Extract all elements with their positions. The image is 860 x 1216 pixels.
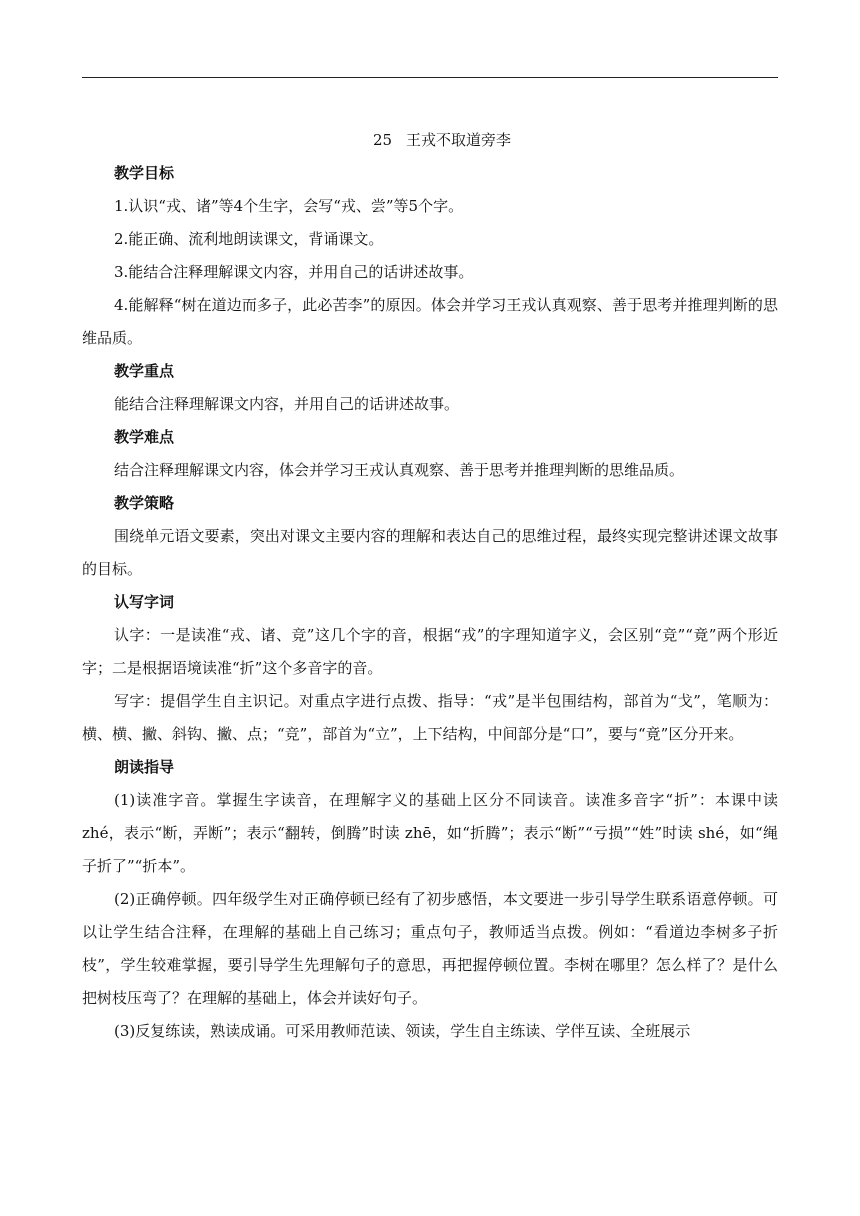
section-heading-reading: 朗读指导 xyxy=(114,758,175,776)
goal-item-2: 2.能正确、流利地朗读课文，背诵课文。 xyxy=(114,230,384,248)
strategy-text: 围绕单元语文要素，突出对课文主要内容的理解和表达自己的思维过程，最终实现完整讲述课文故事的目标。 xyxy=(82,527,778,578)
goal-item-4: 4.能解释“树在道边而多子，此必苦李”的原因。体会并学习王戎认真观察、善于思考并推理判断的思维品质。 xyxy=(82,296,778,347)
section-heading-goals: 教学目标 xyxy=(114,164,175,182)
character-writing-text: 写字：提倡学生自主识记。对重点字进行点拨、指导：“戎”是半包围结构，部首为“戈”，笔顺为：横、横、撇、斜钩、撇、点；“竞”，部首为“立”，上下结构，中间部分是“口”，要与“竟”区分开来。 xyxy=(82,692,778,743)
section-heading-characters: 认写字词 xyxy=(114,593,175,611)
header-rule xyxy=(82,77,778,78)
section-heading-key-points: 教学重点 xyxy=(114,362,175,380)
lesson-title xyxy=(82,124,778,157)
reading-step-2: (2)正确停顿。四年级学生对正确停顿已经有了初步感悟，本文要进一步引导学生联系语意停顿。可以让学生结合注释，在理解的基础上自己练习；重点句子，教师适当点拨。例如：“看道边李树多子折枝”，学生较难掌握，要引导学生先理解句子的意思，再把握停顿位置。李树在哪里？怎么样了？是什么把树枝压弯了？在理解的基础上，体会并读好句子。 xyxy=(82,890,778,1007)
document-body xyxy=(82,124,778,1048)
lesson-title-text: 王戎不取道旁李 xyxy=(406,131,512,149)
key-points-text: 能结合注释理解课文内容，并用自己的话讲述故事。 xyxy=(114,395,460,413)
character-recognition-text: 认字：一是读准“戎、诸、竞”这几个字的音，根据“戎”的字理知道字义，会区别“竞”“竟”两个形近字；二是根据语境读准“折”这个多音字的音。 xyxy=(82,626,778,677)
reading-step-3: (3)反复练读，熟读成诵。可采用教师范读、领读，学生自主练读、学伴互读、全班展示 xyxy=(114,1022,691,1040)
lesson-number: 25 xyxy=(372,131,393,149)
section-heading-strategy: 教学策略 xyxy=(114,494,175,512)
difficulties-text: 结合注释理解课文内容，体会并学习王戎认真观察、善于思考并推理判断的思维品质。 xyxy=(114,461,685,479)
goal-item-3: 3.能结合注释理解课文内容，并用自己的话讲述故事。 xyxy=(114,263,474,281)
reading-step-1: (1)读准字音。掌握生字读音，在理解字义的基础上区分不同读音。读准多音字“折”：本课中读 zhé，表示“断，弄断”；表示“翻转，倒腾”时读 zhē，如“折腾”；表示“断”“亏损”“姓”时读 shé，如“绳子折了”“折本”。 xyxy=(82,791,778,875)
goal-item-1: 1.认识“戎、诸”等4个生字，会写“戎、尝”等5个字。 xyxy=(114,197,464,215)
section-heading-difficulties: 教学难点 xyxy=(114,428,175,446)
